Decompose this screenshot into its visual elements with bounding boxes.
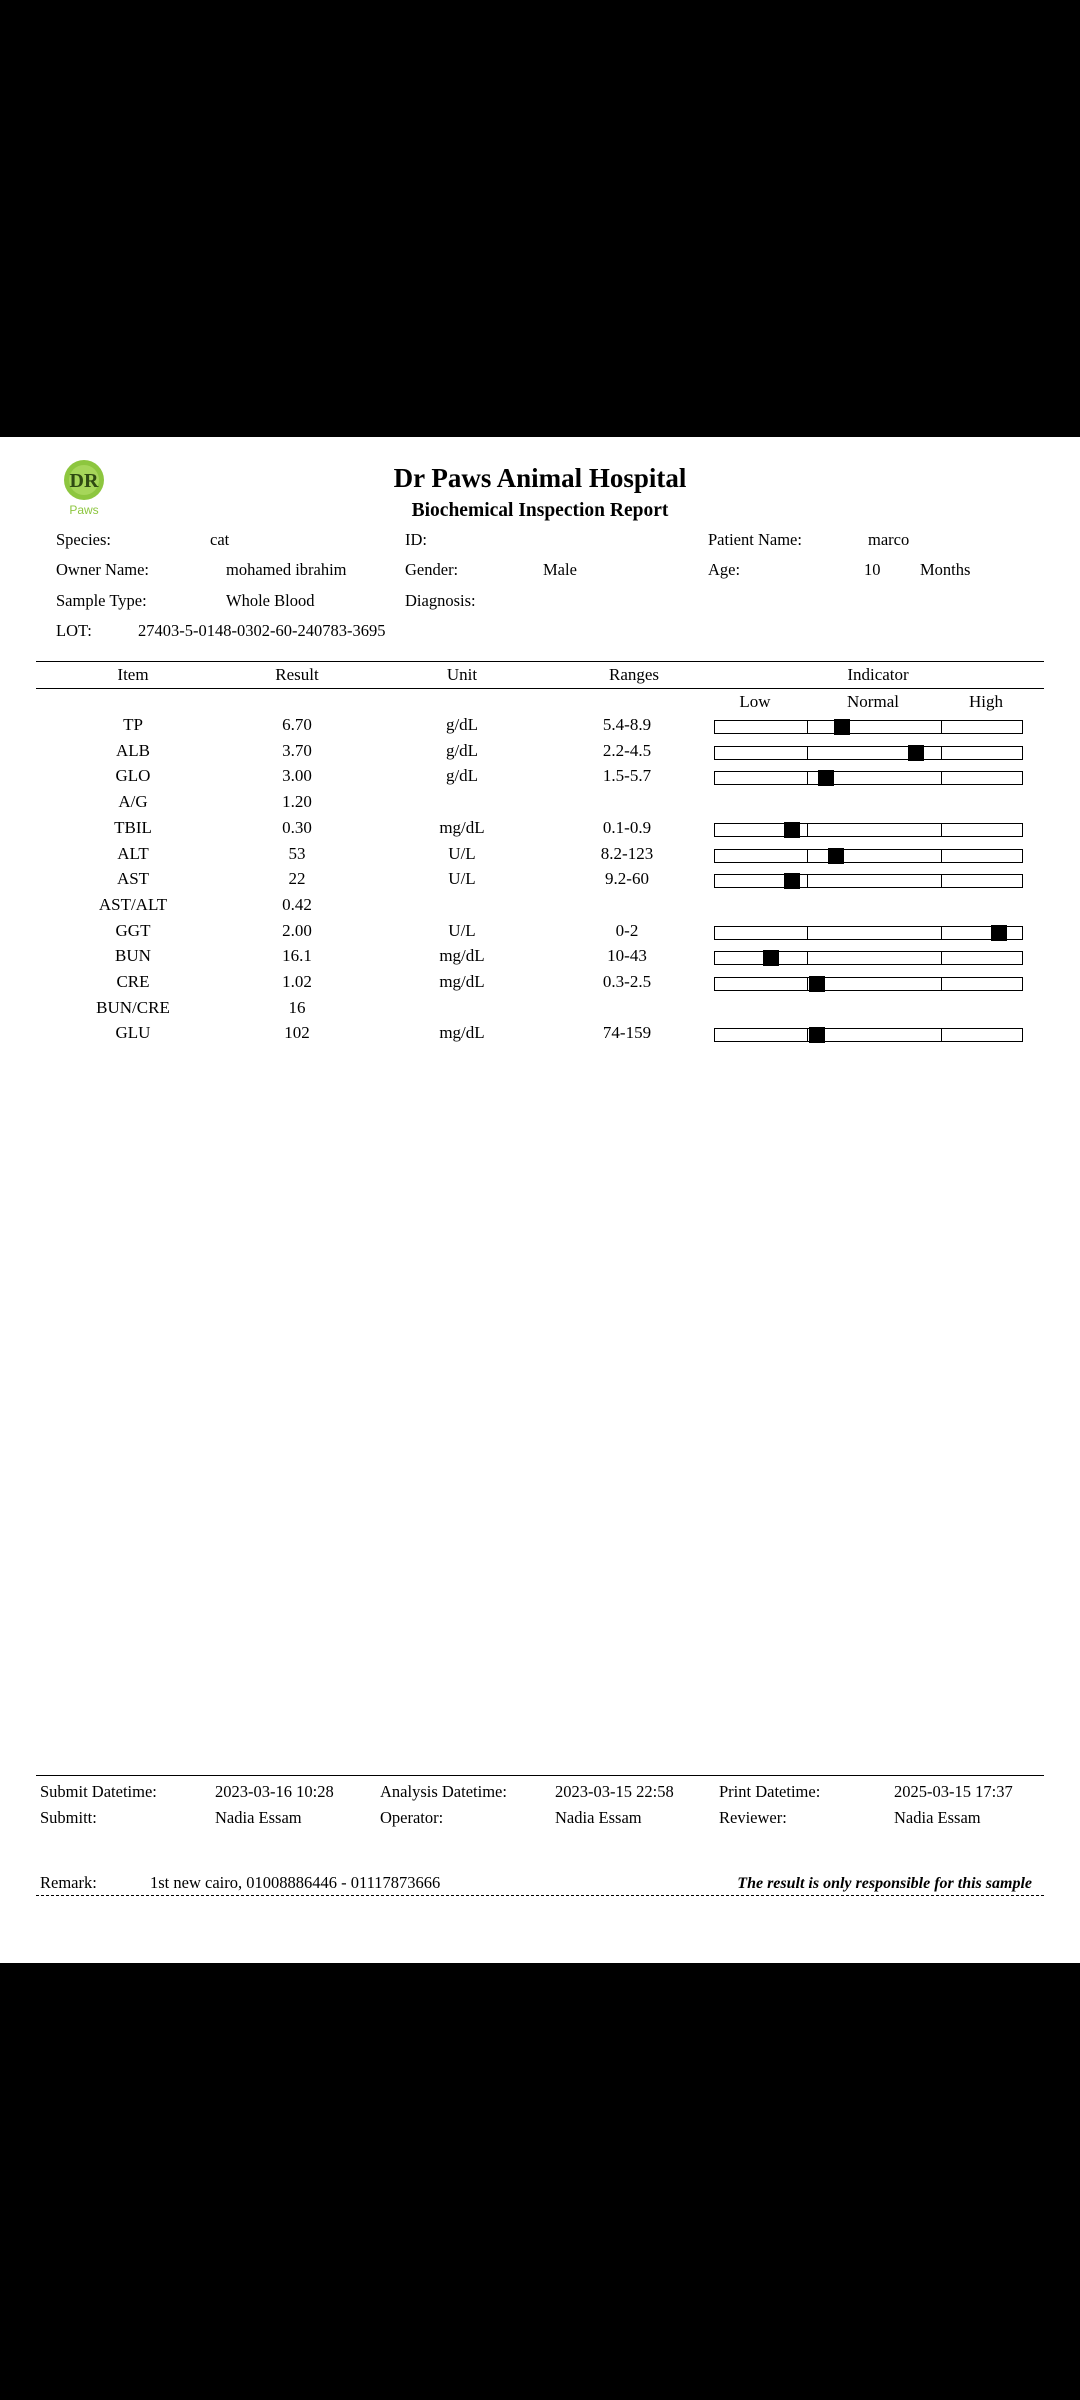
row-range: 0.1-0.9 (602, 817, 652, 837)
col-header-ranges: Ranges (608, 665, 660, 684)
indicator-bar (714, 926, 1023, 940)
col-header-result: Result (275, 665, 319, 684)
footer-dashed-rule (36, 1895, 1044, 1896)
row-result: 0.42 (282, 894, 312, 914)
operator-label: Operator: (380, 1808, 444, 1827)
row-unit: U/L (448, 920, 476, 940)
row-result: 0.30 (282, 817, 312, 837)
row-unit: g/dL (445, 740, 479, 760)
indicator-marker (784, 873, 800, 889)
row-range: 2.2-4.5 (602, 740, 652, 760)
indicator-marker (908, 745, 924, 761)
indicator-low-divider (807, 747, 808, 759)
remark-label: Remark: (40, 1873, 97, 1892)
species-value: cat (210, 530, 230, 549)
indicator-normal-label: Normal (847, 692, 899, 711)
indicator-high-divider (941, 875, 942, 887)
row-result: 1.02 (282, 972, 312, 991)
indicator-low-divider (807, 952, 808, 964)
row-range: 74-159 (602, 1023, 652, 1043)
row-result: 1.20 (282, 792, 312, 812)
row-item: ALB (116, 740, 150, 760)
row-item: AST (116, 869, 150, 889)
indicator-bar (714, 746, 1023, 760)
indicator-marker (763, 950, 779, 966)
submitter-label: Submitt: (40, 1808, 97, 1827)
row-result: 6.70 (282, 715, 312, 734)
hospital-name: Dr Paws Animal Hospital (393, 463, 687, 493)
analysis-datetime-value: 2023-03-15 22:58 (555, 1782, 674, 1801)
row-item: BUN/CRE (96, 997, 170, 1017)
row-result: 3.70 (282, 740, 312, 760)
remark-value: 1st new cairo, 01008886446 - 01117873666 (150, 1873, 441, 1892)
row-unit: g/dL (445, 766, 479, 786)
gender-value: Male (543, 560, 577, 579)
indicator-high-divider (941, 721, 942, 733)
analysis-datetime-label: Analysis Datetime: (380, 1782, 507, 1801)
report-title: Biochemical Inspection Report (411, 500, 669, 521)
indicator-high-divider (941, 952, 942, 964)
indicator-low-divider (807, 772, 808, 784)
row-item: CRE (116, 972, 150, 991)
row-result: 2.00 (282, 920, 312, 940)
patient-name-label: Patient Name: (708, 530, 802, 549)
row-range: 1.5-5.7 (602, 766, 652, 786)
logo-caption: Paws (69, 503, 99, 517)
row-item: GLO (115, 766, 151, 786)
indicator-marker (828, 848, 844, 864)
indicator-high-divider (941, 772, 942, 784)
row-range: 0.3-2.5 (602, 972, 652, 991)
indicator-marker (809, 1027, 825, 1043)
row-result: 22 (288, 869, 306, 889)
gender-label: Gender: (405, 560, 459, 579)
reviewer-label: Reviewer: (719, 1808, 787, 1827)
indicator-bar (714, 951, 1023, 965)
sample-type-value: Whole Blood (226, 591, 315, 610)
indicator-high-divider (941, 978, 942, 990)
row-unit: U/L (448, 869, 476, 889)
logo-text: DR (69, 470, 99, 492)
diagnosis-label: Diagnosis: (405, 591, 476, 610)
operator-value: Nadia Essam (555, 1808, 642, 1827)
row-range: 8.2-123 (600, 843, 654, 863)
indicator-bar (714, 823, 1023, 837)
indicator-low-divider (807, 850, 808, 862)
row-unit: mg/dL (439, 946, 485, 966)
row-range: 9.2-60 (605, 869, 649, 889)
table-header-rule (36, 688, 1044, 689)
indicator-low-divider (807, 875, 808, 887)
indicator-low-divider (807, 927, 808, 939)
row-range: 5.4-8.9 (602, 715, 652, 734)
row-item: TP (123, 715, 143, 734)
submitter-value: Nadia Essam (215, 1808, 302, 1827)
row-range: 10-43 (607, 946, 647, 966)
row-item: GGT (115, 920, 151, 940)
indicator-high-divider (941, 824, 942, 836)
indicator-bar (714, 849, 1023, 863)
indicator-marker (818, 770, 834, 786)
row-result: 16 (288, 997, 306, 1017)
row-unit: g/dL (445, 715, 479, 734)
row-item: A/G (118, 792, 148, 812)
submit-datetime-value: 2023-03-16 10:28 (215, 1782, 334, 1801)
id-label: ID: (405, 530, 427, 549)
indicator-low-divider (807, 721, 808, 733)
row-unit: mg/dL (439, 817, 485, 837)
indicator-marker (991, 925, 1007, 941)
print-datetime-value: 2025-03-15 17:37 (894, 1782, 1013, 1801)
indicator-low-divider (807, 978, 808, 990)
row-result: 102 (284, 1023, 310, 1043)
disclaimer-text: The result is only responsible for this sample (737, 1875, 1032, 1892)
indicator-bar (714, 720, 1023, 734)
indicator-high-divider (941, 747, 942, 759)
indicator-high-divider (941, 927, 942, 939)
reviewer-value: Nadia Essam (894, 1808, 981, 1827)
indicator-marker (834, 719, 850, 735)
indicator-low-divider (807, 824, 808, 836)
indicator-marker (784, 822, 800, 838)
row-item: GLU (115, 1023, 151, 1043)
owner-value: mohamed ibrahim (226, 560, 347, 579)
col-header-item: Item (117, 665, 149, 684)
row-item: BUN (115, 946, 151, 966)
indicator-low-label: Low (739, 692, 771, 711)
row-item: AST/ALT (98, 894, 168, 914)
row-result: 3.00 (282, 766, 312, 786)
indicator-high-label: High (969, 692, 1003, 711)
lot-value: 27403-5-0148-0302-60-240783-3695 (138, 621, 386, 640)
indicator-bar (714, 771, 1023, 785)
lot-label: LOT: (56, 621, 92, 640)
age-value: 10 (864, 560, 881, 579)
submit-datetime-label: Submit Datetime: (40, 1782, 157, 1801)
row-item: TBIL (114, 817, 152, 837)
indicator-bar (714, 874, 1023, 888)
row-unit: mg/dL (439, 1023, 485, 1043)
patient-name-value: marco (868, 530, 910, 549)
row-item: ALT (117, 843, 149, 863)
age-unit: Months (920, 560, 971, 579)
print-datetime-label: Print Datetime: (719, 1782, 821, 1801)
row-unit: U/L (448, 843, 476, 863)
row-result: 16.1 (282, 946, 312, 966)
indicator-high-divider (941, 850, 942, 862)
report-sheet (0, 437, 1080, 1963)
owner-label: Owner Name: (56, 560, 150, 579)
age-label: Age: (708, 560, 741, 579)
row-range: 0-2 (615, 920, 639, 940)
row-unit: mg/dL (439, 972, 485, 991)
indicator-low-divider (807, 1029, 808, 1041)
indicator-bar (714, 1028, 1023, 1042)
species-label: Species: (56, 530, 111, 549)
row-result: 53 (288, 843, 306, 863)
indicator-bar (714, 977, 1023, 991)
table-top-rule (36, 661, 1044, 662)
footer-rule (36, 1775, 1044, 1776)
col-header-indicator: Indicator (847, 665, 909, 684)
col-header-unit: Unit (446, 665, 478, 684)
indicator-marker (809, 976, 825, 992)
indicator-high-divider (941, 1029, 942, 1041)
sample-type-label: Sample Type: (56, 591, 147, 610)
